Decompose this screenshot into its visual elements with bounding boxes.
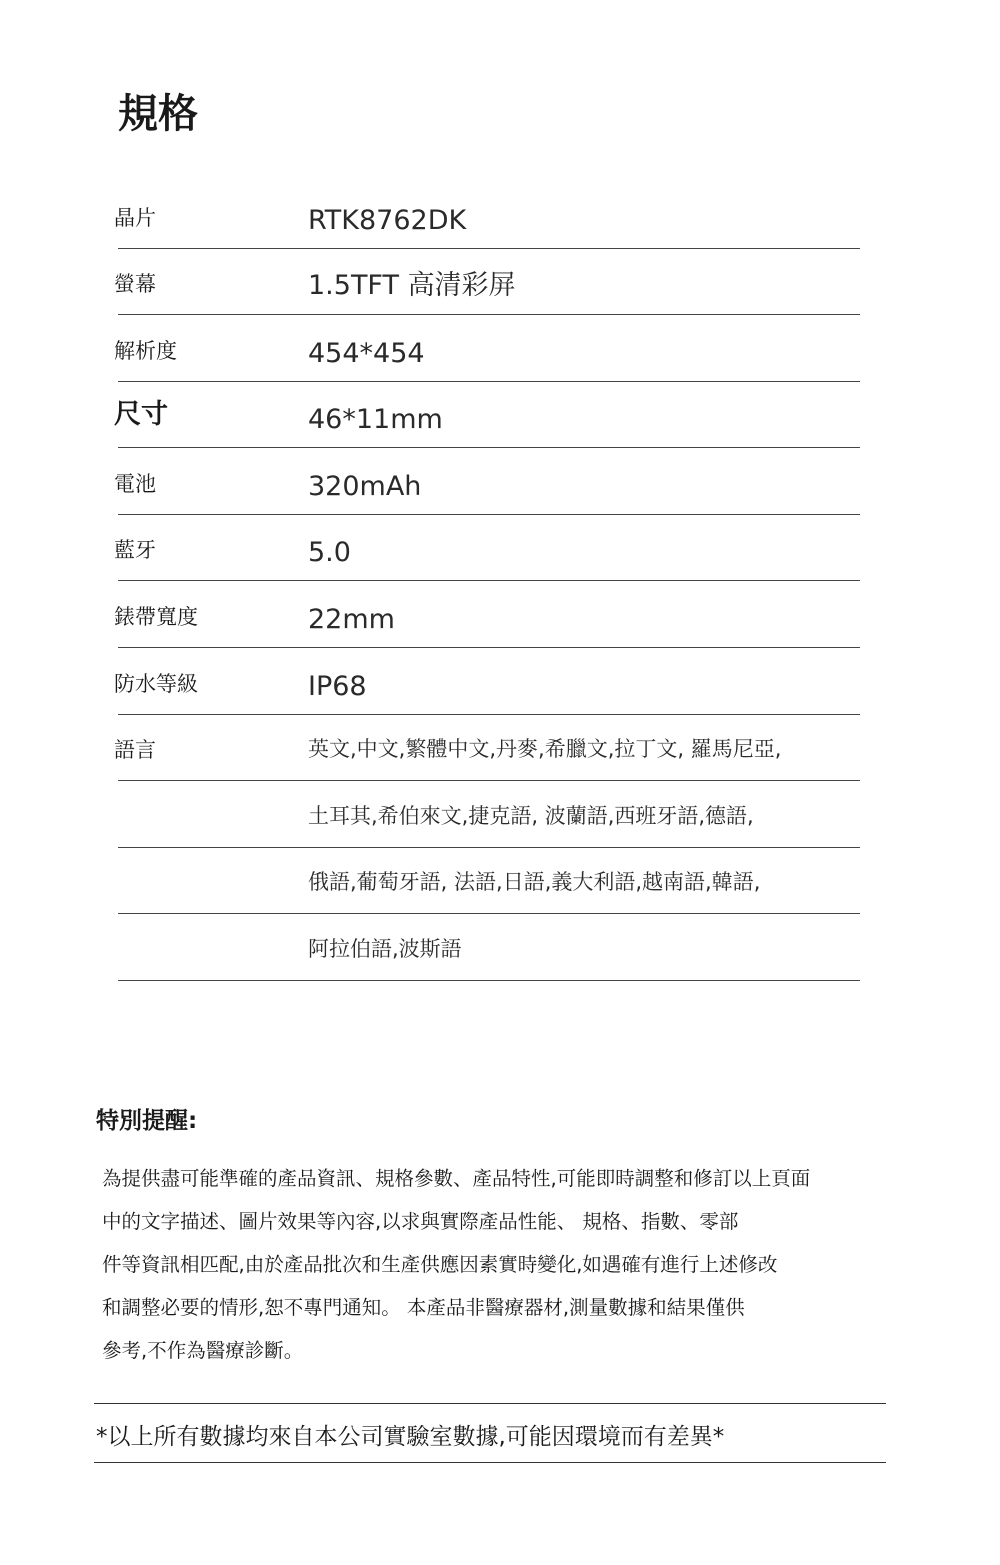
spec-row-size xyxy=(114,381,860,448)
spec-label: 解析度 xyxy=(114,339,177,363)
spec-row-bluetooth xyxy=(114,514,860,581)
spec-label: 螢幕 xyxy=(114,272,156,296)
spec-row-languages-cont xyxy=(118,847,860,914)
spec-label: 語言 xyxy=(114,738,156,762)
spec-value: 454*454 xyxy=(308,338,425,369)
footer-disclaimer xyxy=(94,1403,886,1463)
spec-row-waterproof xyxy=(114,648,860,715)
language-line: 阿拉伯語,波斯語 xyxy=(308,937,462,961)
notice-line: 為提供盡可能準確的產品資訊、規格參數、產品特性,可能即時調整和修訂以上頁面 xyxy=(102,1167,811,1190)
spec-value: RTK8762DK xyxy=(308,205,467,236)
language-line: 英文,中文,繁體中文,丹麥,希臘文,拉丁文, 羅馬尼亞, xyxy=(308,737,782,761)
spec-value: 320mAh xyxy=(308,471,422,502)
spec-row-chip xyxy=(114,182,860,249)
spec-label: 藍牙 xyxy=(114,538,156,562)
footer-text: *以上所有數據均來自本公司實驗室數據,可能因環境而有差異* xyxy=(96,1424,725,1450)
notice-body xyxy=(102,1157,872,1372)
spec-label: 錶帶寬度 xyxy=(114,605,198,629)
spec-row-languages-cont xyxy=(118,781,860,848)
notice-line: 參考,不作為醫療診斷。 xyxy=(102,1339,304,1362)
spec-row-battery xyxy=(114,448,860,515)
spec-row-languages xyxy=(114,714,860,781)
spec-row-resolution xyxy=(114,315,860,382)
spec-row-strap-width xyxy=(114,581,860,648)
notice-line: 件等資訊相匹配,由於產品批次和生產供應因素實時變化,如遇確有進行上述修改 xyxy=(102,1253,778,1276)
spec-label: 防水等級 xyxy=(114,672,198,696)
spec-value: IP68 xyxy=(308,671,367,702)
spec-label: 晶片 xyxy=(114,206,156,230)
notice-title: 特別提醒: xyxy=(96,1108,198,1134)
spec-label: 電池 xyxy=(114,472,156,496)
notice-line: 中的文字描述、圖片效果等內容,以求與實際產品性能、 規格、指數、零部 xyxy=(102,1210,739,1233)
spec-row-languages-cont xyxy=(118,914,860,981)
language-line: 俄語,葡萄牙語, 法語,日語,義大利語,越南語,韓語, xyxy=(308,870,761,894)
spec-value: 46*11mm xyxy=(308,404,443,435)
page-title: 規格 xyxy=(118,91,198,137)
notice-line: 和調整必要的情形,恕不專門通知。 本產品非醫療器材,測量數據和結果僅供 xyxy=(102,1296,745,1319)
spec-value: 1.5TFT 高清彩屏 xyxy=(308,270,516,301)
spec-value: 5.0 xyxy=(308,537,351,568)
spec-value: 22mm xyxy=(308,604,395,635)
language-line: 土耳其,希伯來文,捷克語, 波蘭語,西班牙語,德語, xyxy=(308,804,754,828)
spec-label: 尺寸 xyxy=(114,399,168,430)
spec-row-screen xyxy=(114,248,860,315)
